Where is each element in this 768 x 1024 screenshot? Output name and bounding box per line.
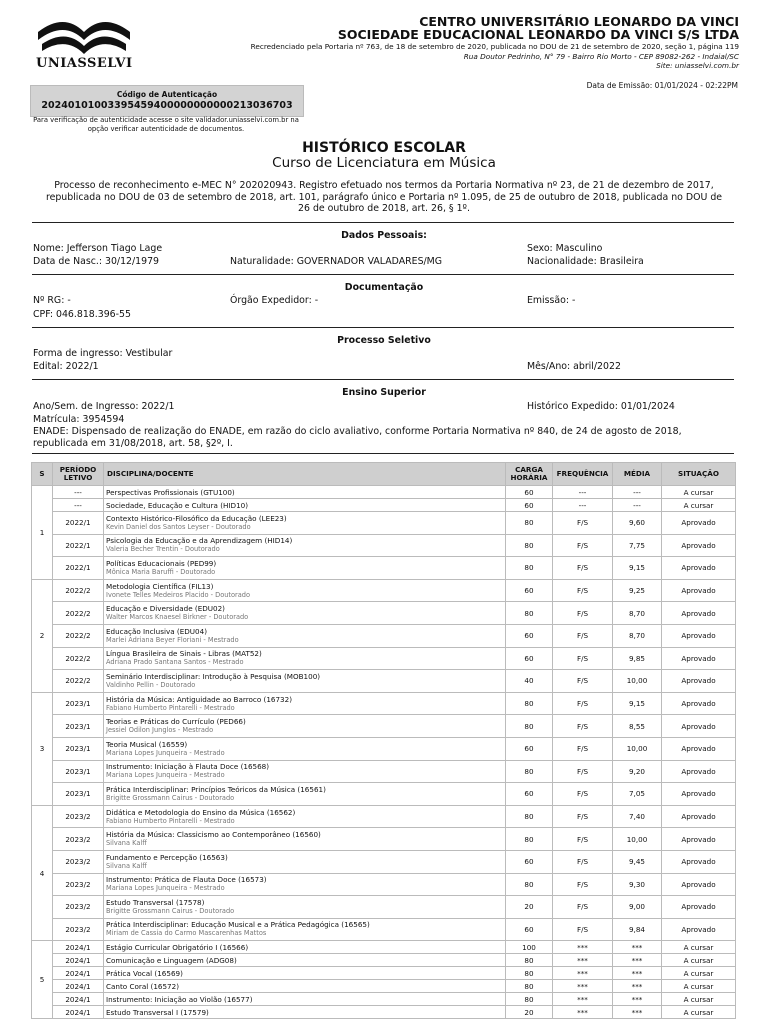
discipline-cell <box>104 624 506 647</box>
hours-cell: 80 <box>506 805 553 828</box>
discipline-cell <box>104 737 506 760</box>
period-cell: 2023/2 <box>53 896 104 919</box>
hours-cell: 60 <box>506 647 553 670</box>
period-cell: 2023/1 <box>53 692 104 715</box>
table-header-row <box>32 463 736 486</box>
discipline-cell <box>104 602 506 625</box>
table-row <box>32 918 736 941</box>
grade-cell: 10,00 <box>613 828 662 851</box>
period-cell: 2024/1 <box>53 980 104 993</box>
col-header-period: PERÍODO LETIVO <box>53 463 104 486</box>
discipline-name: História da Música: Classicismo ao Contemporâneo (16560) <box>106 830 321 840</box>
discipline-cell <box>104 557 506 580</box>
discipline-name: Psicologia da Educação e da Aprendizagem (HID14) <box>106 536 293 546</box>
grade-cell: 10,00 <box>613 737 662 760</box>
student-sex: Sexo: Masculino <box>527 243 603 254</box>
edital-field: Edital: 2022/1 <box>33 361 99 372</box>
auth-code-box <box>30 85 304 117</box>
hours-cell: 20 <box>506 1006 553 1019</box>
period-cell: 2022/2 <box>53 647 104 670</box>
teacher-name: Brigitte Grossmann Cairus - Doutorado <box>106 793 235 802</box>
hours-cell: 80 <box>506 512 553 535</box>
teacher-name: Mariana Lopes Junqueira - Mestrado <box>106 884 225 893</box>
discipline-cell <box>104 783 506 806</box>
hours-cell: 60 <box>506 918 553 941</box>
frequency-cell: F/S <box>553 737 613 760</box>
frequency-cell: F/S <box>553 692 613 715</box>
teacher-name: Mariana Lopes Junqueira - Mestrado <box>106 771 225 780</box>
discipline-cell <box>104 579 506 602</box>
grade-cell: 9,25 <box>613 579 662 602</box>
table-row <box>32 715 736 738</box>
issuer-field: Órgão Expedidor: - <box>230 295 319 306</box>
divider <box>32 379 734 380</box>
discipline-name: História da Música: Antiguidade ao Barroco (16732) <box>106 694 293 704</box>
table-row <box>32 805 736 828</box>
discipline-name: Prática Interdisciplinar: Educação Musical e a Prática Pedagógica (16565) <box>106 920 370 930</box>
issue-field: Emissão: - <box>527 295 576 306</box>
table-row <box>32 499 736 512</box>
period-cell: 2022/2 <box>53 579 104 602</box>
hours-cell: 80 <box>506 954 553 967</box>
period-cell: 2023/1 <box>53 760 104 783</box>
discipline-name: Prática Interdisciplinar: Princípios Teóricos da Música (16561) <box>106 784 326 794</box>
status-cell: Aprovado <box>662 737 736 760</box>
teacher-name: Valdinho Pellin - Doutorado <box>106 680 196 689</box>
grade-cell: 10,00 <box>613 670 662 693</box>
teacher-name: Silvana Kalff <box>106 839 147 848</box>
col-header-frequency: FREQUÊNCIA <box>553 463 613 486</box>
frequency-cell: F/S <box>553 624 613 647</box>
address-text: Rua Doutor Pedrinho, N° 79 - Bairro Rio Morto - CEP 89082-262 - Indaial/SC <box>463 52 739 61</box>
period-cell: 2023/1 <box>53 715 104 738</box>
status-cell: Aprovado <box>662 557 736 580</box>
frequency-cell: --- <box>553 499 613 512</box>
status-cell: A cursar <box>662 967 736 980</box>
grade-cell: 8,55 <box>613 715 662 738</box>
table-row <box>32 670 736 693</box>
frequency-cell: F/S <box>553 647 613 670</box>
discipline-cell <box>104 512 506 535</box>
teacher-name: Kevin Daniel dos Santos Leyser - Doutorado <box>106 522 251 531</box>
table-row <box>32 993 736 1006</box>
teacher-name: Jessiel Odilon Junglos - Mestrado <box>106 726 214 735</box>
period-cell: 2023/2 <box>53 805 104 828</box>
table-row <box>32 828 736 851</box>
hours-cell: 80 <box>506 980 553 993</box>
period-cell: 2024/1 <box>53 967 104 980</box>
discipline-cell <box>104 499 506 512</box>
period-cell: 2023/1 <box>53 737 104 760</box>
frequency-cell: F/S <box>553 512 613 535</box>
status-cell: Aprovado <box>662 670 736 693</box>
hours-cell: 80 <box>506 828 553 851</box>
logo-text: UNIASSELVI <box>36 56 133 71</box>
frequency-cell: F/S <box>553 534 613 557</box>
col-header-s: S <box>32 463 53 486</box>
hours-cell: 80 <box>506 534 553 557</box>
hours-cell: 80 <box>506 967 553 980</box>
student-naturality: Naturalidade: GOVERNADOR VALADARES/MG <box>230 256 443 267</box>
status-cell: Aprovado <box>662 624 736 647</box>
status-cell: Aprovado <box>662 579 736 602</box>
grade-cell: --- <box>613 499 662 512</box>
frequency-cell: F/S <box>553 579 613 602</box>
semester-cell: 5 <box>32 941 53 1019</box>
table-row <box>32 692 736 715</box>
frequency-cell: F/S <box>553 760 613 783</box>
personal-heading: Dados Pessoais: <box>341 230 427 241</box>
table-row <box>32 579 736 602</box>
status-cell: Aprovado <box>662 783 736 806</box>
student-birth: Data de Nasc.: 30/12/1979 <box>33 256 160 267</box>
discipline-cell <box>104 534 506 557</box>
discipline-cell <box>104 486 506 499</box>
status-cell: Aprovado <box>662 850 736 873</box>
grade-cell: *** <box>613 941 662 954</box>
discipline-name: Contexto Histórico-Filosófico da Educação (LEE23) <box>106 513 287 523</box>
table-row <box>32 486 736 499</box>
status-cell: A cursar <box>662 980 736 993</box>
grade-cell: 9,60 <box>613 512 662 535</box>
enrollment-number: Matrícula: 3954594 <box>33 414 125 425</box>
discipline-name: Instrumento: Iniciação à Flauta Doce (16568) <box>106 762 270 772</box>
teacher-name: Brigitte Grossmann Cairus - Doutorado <box>106 906 235 915</box>
discipline-name: Estágio Curricular Obrigatório I (16566) <box>106 942 249 952</box>
period-cell: 2023/2 <box>53 918 104 941</box>
col-header-hours: CARGA HORÁRIA <box>506 463 553 486</box>
period-cell: 2022/1 <box>53 534 104 557</box>
hours-cell: 80 <box>506 760 553 783</box>
emission-date: Data de Emissão: 01/01/2024 - 02:22PM <box>586 81 738 90</box>
student-nationality: Nacionalidade: Brasileira <box>527 256 644 267</box>
discipline-cell <box>104 828 506 851</box>
status-cell: Aprovado <box>662 873 736 896</box>
teacher-name: Mariana Lopes Junqueira - Mestrado <box>106 748 225 757</box>
frequency-cell: F/S <box>553 557 613 580</box>
table-row <box>32 1006 736 1019</box>
frequency-cell: --- <box>553 486 613 499</box>
frequency-cell: F/S <box>553 670 613 693</box>
teacher-name: Fabiano Humberto Pintarelli - Mestrado <box>106 703 235 712</box>
table-row <box>32 850 736 873</box>
discipline-cell <box>104 918 506 941</box>
discipline-cell <box>104 873 506 896</box>
period-cell: 2024/1 <box>53 941 104 954</box>
frequency-cell: F/S <box>553 783 613 806</box>
rg-field: Nº RG: - <box>33 295 71 306</box>
frequency-cell: *** <box>553 967 613 980</box>
semester-cell: 4 <box>32 805 53 941</box>
entry-year: Ano/Sem. de Ingresso: 2022/1 <box>33 401 175 412</box>
grade-cell: 9,30 <box>613 873 662 896</box>
teacher-name: Walter Marcos Knaesel Birkner - Doutorado <box>106 613 249 622</box>
frequency-cell: *** <box>553 980 613 993</box>
discipline-name: Instrumento: Prática de Flauta Doce (16573) <box>106 875 267 885</box>
hours-cell: 60 <box>506 486 553 499</box>
table-row <box>32 954 736 967</box>
process-text: Processo de reconhecimento e-MEC N° 202020943. Registro efetuado nos termos da Portaria Normativa nº 23, de 21 de dezembro de 2017, republicada no DOU de 03 de setembro de 2018, art. 101, parágrafo único e Portaria nº 1.095, de 25 de outubro de 2018, publicada no DOU de 26 de outubro de 2018, art. 26, § 1º. <box>45 180 723 214</box>
period-cell: 2024/1 <box>53 1006 104 1019</box>
month-year-field: Mês/Ano: abril/2022 <box>527 361 621 372</box>
hours-cell: 80 <box>506 873 553 896</box>
status-cell: Aprovado <box>662 512 736 535</box>
accreditation-text: Recredenciado pela Portaria nº 763, de 18 de setembro de 2020, publicada no DOU de 21 de setembro de 2020, seção 1, página 119 <box>250 42 739 51</box>
col-header-discipline: DISCIPLINA/DOCENTE <box>104 463 506 486</box>
period-cell: 2024/1 <box>53 954 104 967</box>
discipline-name: Seminário Interdisciplinar: Introdução à Pesquisa (MOB100) <box>106 671 321 681</box>
status-cell: Aprovado <box>662 760 736 783</box>
status-cell: A cursar <box>662 1006 736 1019</box>
table-row <box>32 896 736 919</box>
period-cell: 2022/2 <box>53 602 104 625</box>
semester-cell: 2 <box>32 579 53 692</box>
period-cell: 2022/2 <box>53 624 104 647</box>
table-row <box>32 783 736 806</box>
frequency-cell: F/S <box>553 873 613 896</box>
semester-cell: 1 <box>32 486 53 580</box>
grade-cell: 7,75 <box>613 534 662 557</box>
discipline-name: Educação e Diversidade (EDU02) <box>106 604 225 614</box>
discipline-cell <box>104 1006 506 1019</box>
period-cell: 2022/1 <box>53 512 104 535</box>
discipline-name: Metodologia Científica (FIL13) <box>106 581 214 591</box>
teacher-name: Miriam de Cassia do Carmo Mascarenhas Mattos <box>106 929 267 938</box>
teacher-name: Valeria Becher Trentin - Doutorado <box>106 545 220 554</box>
discipline-name: Estudo Transversal (17578) <box>106 897 205 907</box>
discipline-name: Teoria Musical (16559) <box>106 739 188 749</box>
grade-cell: *** <box>613 980 662 993</box>
grade-cell: 9,15 <box>613 692 662 715</box>
grade-cell: 8,70 <box>613 602 662 625</box>
frequency-cell: F/S <box>553 602 613 625</box>
teacher-name: Ivonete Telles Medeiros Placido - Doutorado <box>106 590 250 599</box>
divider <box>32 327 734 328</box>
hours-cell: 100 <box>506 941 553 954</box>
status-cell: Aprovado <box>662 828 736 851</box>
divider <box>32 453 734 454</box>
discipline-cell <box>104 670 506 693</box>
frequency-cell: *** <box>553 1006 613 1019</box>
cpf-field: CPF: 046.818.396-55 <box>33 309 131 320</box>
hours-cell: 40 <box>506 670 553 693</box>
period-cell: 2023/2 <box>53 873 104 896</box>
discipline-cell <box>104 896 506 919</box>
table-row <box>32 737 736 760</box>
table-row <box>32 980 736 993</box>
grade-cell: *** <box>613 967 662 980</box>
hours-cell: 60 <box>506 737 553 760</box>
status-cell: A cursar <box>662 954 736 967</box>
period-cell: 2023/2 <box>53 828 104 851</box>
table-row <box>32 534 736 557</box>
period-cell: 2022/2 <box>53 670 104 693</box>
teacher-name: Marlei Adriana Beyer Floriani - Mestrado <box>106 635 239 644</box>
hours-cell: 60 <box>506 579 553 602</box>
grade-cell: 9,20 <box>613 760 662 783</box>
teacher-name: Mônica Maria Baruffi - Doutorado <box>106 567 216 576</box>
grade-cell: *** <box>613 954 662 967</box>
grade-cell: 9,15 <box>613 557 662 580</box>
hours-cell: 80 <box>506 715 553 738</box>
table-row <box>32 760 736 783</box>
discipline-name: Didática e Metodologia do Ensino da Música (16562) <box>106 807 296 817</box>
frequency-cell: F/S <box>553 805 613 828</box>
period-cell: 2023/2 <box>53 850 104 873</box>
frequency-cell: F/S <box>553 828 613 851</box>
frequency-cell: *** <box>553 993 613 1006</box>
discipline-cell <box>104 647 506 670</box>
divider <box>32 222 734 223</box>
period-cell: --- <box>53 499 104 512</box>
institution-name: CENTRO UNIVERSITÁRIO LEONARDO DA VINCI <box>419 14 739 29</box>
hours-cell: 80 <box>506 602 553 625</box>
selection-heading: Processo Seletivo <box>337 335 431 346</box>
discipline-cell <box>104 954 506 967</box>
period-cell: 2023/1 <box>53 783 104 806</box>
documents-heading: Documentação <box>344 282 424 293</box>
status-cell: A cursar <box>662 499 736 512</box>
teacher-name: Fabiano Humberto Pintarelli - Mestrado <box>106 816 235 825</box>
col-header-grade: MÉDIA <box>613 463 662 486</box>
grade-cell: 7,40 <box>613 805 662 828</box>
company-name: SOCIEDADE EDUCACIONAL LEONARDO DA VINCI S/S LTDA <box>337 27 739 42</box>
table-row <box>32 624 736 647</box>
period-cell: 2022/1 <box>53 557 104 580</box>
discipline-name: Educação Inclusiva (EDU04) <box>106 626 208 636</box>
discipline-name: Sociedade, Educação e Cultura (HID10) <box>106 500 249 510</box>
grade-cell: 9,45 <box>613 850 662 873</box>
status-cell: A cursar <box>662 486 736 499</box>
status-cell: Aprovado <box>662 896 736 919</box>
table-row <box>32 941 736 954</box>
divider <box>32 274 734 275</box>
semester-cell: 3 <box>32 692 53 805</box>
discipline-cell <box>104 967 506 980</box>
history-issued: Histórico Expedido: 01/01/2024 <box>527 401 675 412</box>
course-name: Curso de Licenciatura em Música <box>272 155 496 171</box>
hours-cell: 60 <box>506 850 553 873</box>
auth-note: Para verificação de autenticidade acesse o site validador.uniasselvi.com.br na opção verificar autenticidade de documentos. <box>33 116 299 133</box>
site-text: Site: uniasselvi.com.br <box>656 61 739 70</box>
hours-cell: 80 <box>506 692 553 715</box>
hours-cell: 80 <box>506 993 553 1006</box>
discipline-cell <box>104 850 506 873</box>
discipline-cell <box>104 993 506 1006</box>
discipline-cell <box>104 805 506 828</box>
table-row <box>32 512 736 535</box>
status-cell: Aprovado <box>662 715 736 738</box>
discipline-name: Língua Brasileira de Sinais - Libras (MAT52) <box>106 649 262 659</box>
discipline-cell <box>104 760 506 783</box>
enade-text: ENADE: Dispensado de realização do ENADE, em razão do ciclo avaliativo, conforme Portaria Normativa nº 840, de 24 de agosto de 2018, republicada em 31/08/2018, art. 58, §2º, I. <box>33 426 682 449</box>
discipline-name: Instrumento: Iniciação ao Violão (16577) <box>106 994 253 1004</box>
status-cell: Aprovado <box>662 805 736 828</box>
discipline-cell <box>104 692 506 715</box>
period-cell: 2024/1 <box>53 993 104 1006</box>
discipline-name: Fundamento e Percepção (16563) <box>106 852 228 862</box>
status-cell: Aprovado <box>662 602 736 625</box>
frequency-cell: F/S <box>553 896 613 919</box>
grade-cell: *** <box>613 1006 662 1019</box>
teacher-name: Silvana Kalff <box>106 861 147 870</box>
status-cell: A cursar <box>662 993 736 1006</box>
table-row <box>32 602 736 625</box>
discipline-name: Canto Coral (16572) <box>106 981 180 991</box>
auth-code-value: 20240101003395459400000000000213036703 <box>41 100 293 111</box>
higher-ed-heading: Ensino Superior <box>342 387 426 398</box>
grades-table <box>31 462 736 1019</box>
grade-cell: 9,85 <box>613 647 662 670</box>
hours-cell: 60 <box>506 783 553 806</box>
table-row <box>32 873 736 896</box>
table-row <box>32 967 736 980</box>
hours-cell: 80 <box>506 557 553 580</box>
grade-cell: 9,84 <box>613 918 662 941</box>
frequency-cell: *** <box>553 941 613 954</box>
student-name: Nome: Jefferson Tiago Lage <box>33 243 163 254</box>
discipline-name: Teorias e Práticas do Currículo (PED66) <box>106 717 246 727</box>
discipline-name: Perspectivas Profissionais (GTU100) <box>106 487 235 497</box>
table-row <box>32 557 736 580</box>
status-cell: A cursar <box>662 941 736 954</box>
grade-cell: 8,70 <box>613 624 662 647</box>
grade-cell: 7,05 <box>613 783 662 806</box>
discipline-name: Comunicação e Linguagem (ADG08) <box>106 955 237 965</box>
discipline-name: Políticas Educacionais (PED99) <box>106 558 217 568</box>
teacher-name: Adriana Prado Santana Santos - Mestrado <box>106 658 244 667</box>
frequency-cell: F/S <box>553 715 613 738</box>
frequency-cell: *** <box>553 954 613 967</box>
period-cell: --- <box>53 486 104 499</box>
discipline-cell <box>104 941 506 954</box>
hours-cell: 60 <box>506 499 553 512</box>
auth-code-label: Código de Autenticação <box>116 90 218 99</box>
entry-mode: Forma de ingresso: Vestibular <box>33 348 173 359</box>
hours-cell: 20 <box>506 896 553 919</box>
discipline-cell <box>104 980 506 993</box>
document-title: HISTÓRICO ESCOLAR <box>302 140 466 156</box>
grade-cell: --- <box>613 486 662 499</box>
discipline-cell <box>104 715 506 738</box>
hours-cell: 60 <box>506 624 553 647</box>
status-cell: Aprovado <box>662 692 736 715</box>
col-header-status: SITUAÇÃO <box>662 463 736 486</box>
discipline-name: Estudo Transversal I (17579) <box>106 1007 209 1017</box>
table-row <box>32 647 736 670</box>
frequency-cell: F/S <box>553 850 613 873</box>
grade-cell: *** <box>613 993 662 1006</box>
status-cell: Aprovado <box>662 647 736 670</box>
grade-cell: 9,00 <box>613 896 662 919</box>
frequency-cell: F/S <box>553 918 613 941</box>
discipline-name: Prática Vocal (16569) <box>106 968 183 978</box>
status-cell: Aprovado <box>662 918 736 941</box>
status-cell: Aprovado <box>662 534 736 557</box>
